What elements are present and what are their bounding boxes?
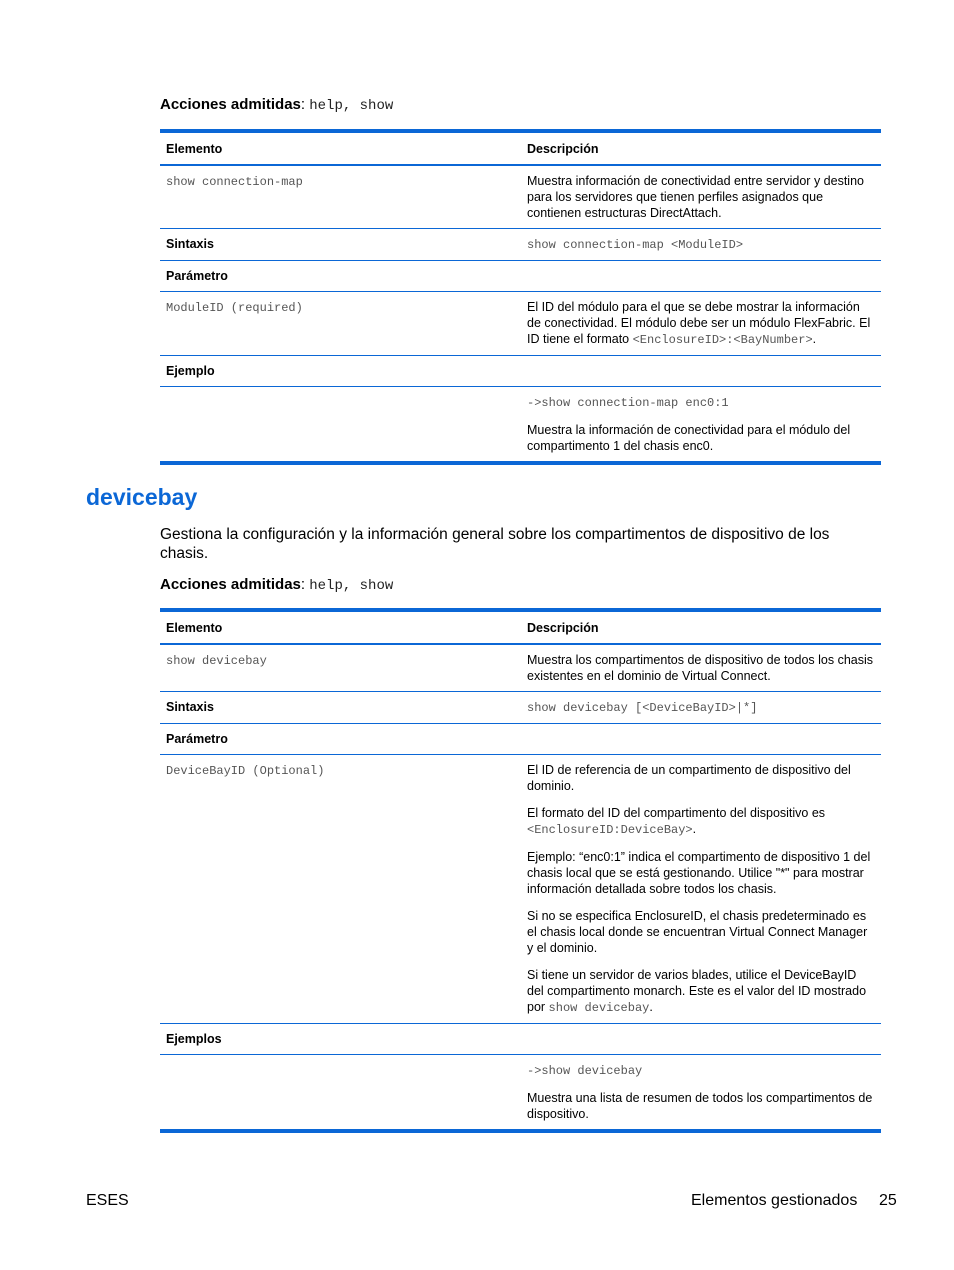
parameter-description: El ID del módulo para el que se debe mostrar la información de conectividad. El módulo debe ser un módulo FlexFabric. El ID tiene el formato <EnclosureID>:<BayNumber>. [521, 292, 881, 356]
table-row [160, 1055, 881, 1132]
section-intro: Gestiona la configuración y la información general sobre los compartimentos de dispositivo de los chasis. [160, 526, 830, 562]
table-row [160, 229, 881, 261]
table-row [160, 724, 881, 755]
section-title: devicebay [86, 484, 198, 510]
table-row [160, 261, 881, 292]
supported-actions-2 [160, 576, 393, 594]
parameter-label: Parámetro [160, 261, 521, 292]
table-row [160, 755, 881, 1024]
column-header-element: Elemento [160, 610, 521, 644]
page-number: 25 [879, 1192, 897, 1209]
example-label: Ejemplos [160, 1024, 521, 1055]
footer-section: Elementos gestionados [691, 1192, 858, 1209]
parameter-description: El ID de referencia de un compartimento de dispositivo del dominio. El formato del ID del compartimento del dispositivo es <EnclosureID:DeviceBay>. Ejemplo: “enc0:1” indica el compartimento de dispositivo 1 del chasis local que se está gestionando. Utilice "*" para mostrar información detallada sobre todos los chasis. Si no se especifica EnclosureID, el chasis predeterminado es el chasis local donde se encuentran Virtual Connect Manager y el dominio. Si tiene un servidor de varios blades, utilice el DeviceBayID del compartimento monarch. Este es el valor del ID mostrado por show devicebay. [521, 755, 881, 1024]
syntax-value: show devicebay [<DeviceBayID>|*] [527, 701, 758, 715]
actions-colon: : [300, 576, 310, 593]
example-command: ->show devicebay [527, 1064, 643, 1078]
command-item: show devicebay [166, 654, 267, 668]
devicebay-table [160, 608, 881, 1133]
syntax-label: Sintaxis [160, 229, 521, 261]
command-item: show connection-map [166, 175, 303, 189]
column-header-description: Descripción [521, 610, 881, 644]
example-description: Muestra la información de conectividad para el módulo del compartimento 1 del chasis enc0. [527, 423, 851, 453]
connection-map-table [160, 129, 881, 465]
syntax-value: show connection-map <ModuleID> [527, 238, 744, 252]
table-row [160, 387, 881, 464]
command-description: Muestra los compartimentos de dispositivo de todos los chasis existentes en el dominio de Virtual Connect. [521, 644, 881, 692]
example-label: Ejemplo [160, 356, 521, 387]
parameter-name: DeviceBayID (Optional) [166, 764, 325, 778]
actions-colon: : [300, 96, 310, 113]
table-row [160, 356, 881, 387]
example-description: Muestra una lista de resumen de todos los compartimentos de dispositivo. [527, 1091, 873, 1121]
actions-label: Acciones admitidas [160, 96, 301, 113]
parameter-name: ModuleID (required) [166, 301, 303, 315]
table-row [160, 165, 881, 229]
column-header-description: Descripción [521, 131, 881, 165]
example-command: ->show connection-map enc0:1 [527, 396, 729, 410]
table-row [160, 644, 881, 692]
column-header-element: Elemento [160, 131, 521, 165]
supported-actions-1 [160, 96, 393, 114]
actions-values: help, show [309, 98, 394, 114]
table-row [160, 692, 881, 724]
actions-label: Acciones admitidas [160, 576, 301, 593]
command-description: Muestra información de conectividad entre servidor y destino para los servidores que tienen perfiles asignados que contienen estructuras DirectAttach. [521, 165, 881, 229]
syntax-label: Sintaxis [160, 692, 521, 724]
table-row [160, 292, 881, 356]
actions-values: help, show [309, 578, 394, 594]
parameter-label: Parámetro [160, 724, 521, 755]
footer-locale: ESES [86, 1192, 129, 1209]
table-row [160, 1024, 881, 1055]
